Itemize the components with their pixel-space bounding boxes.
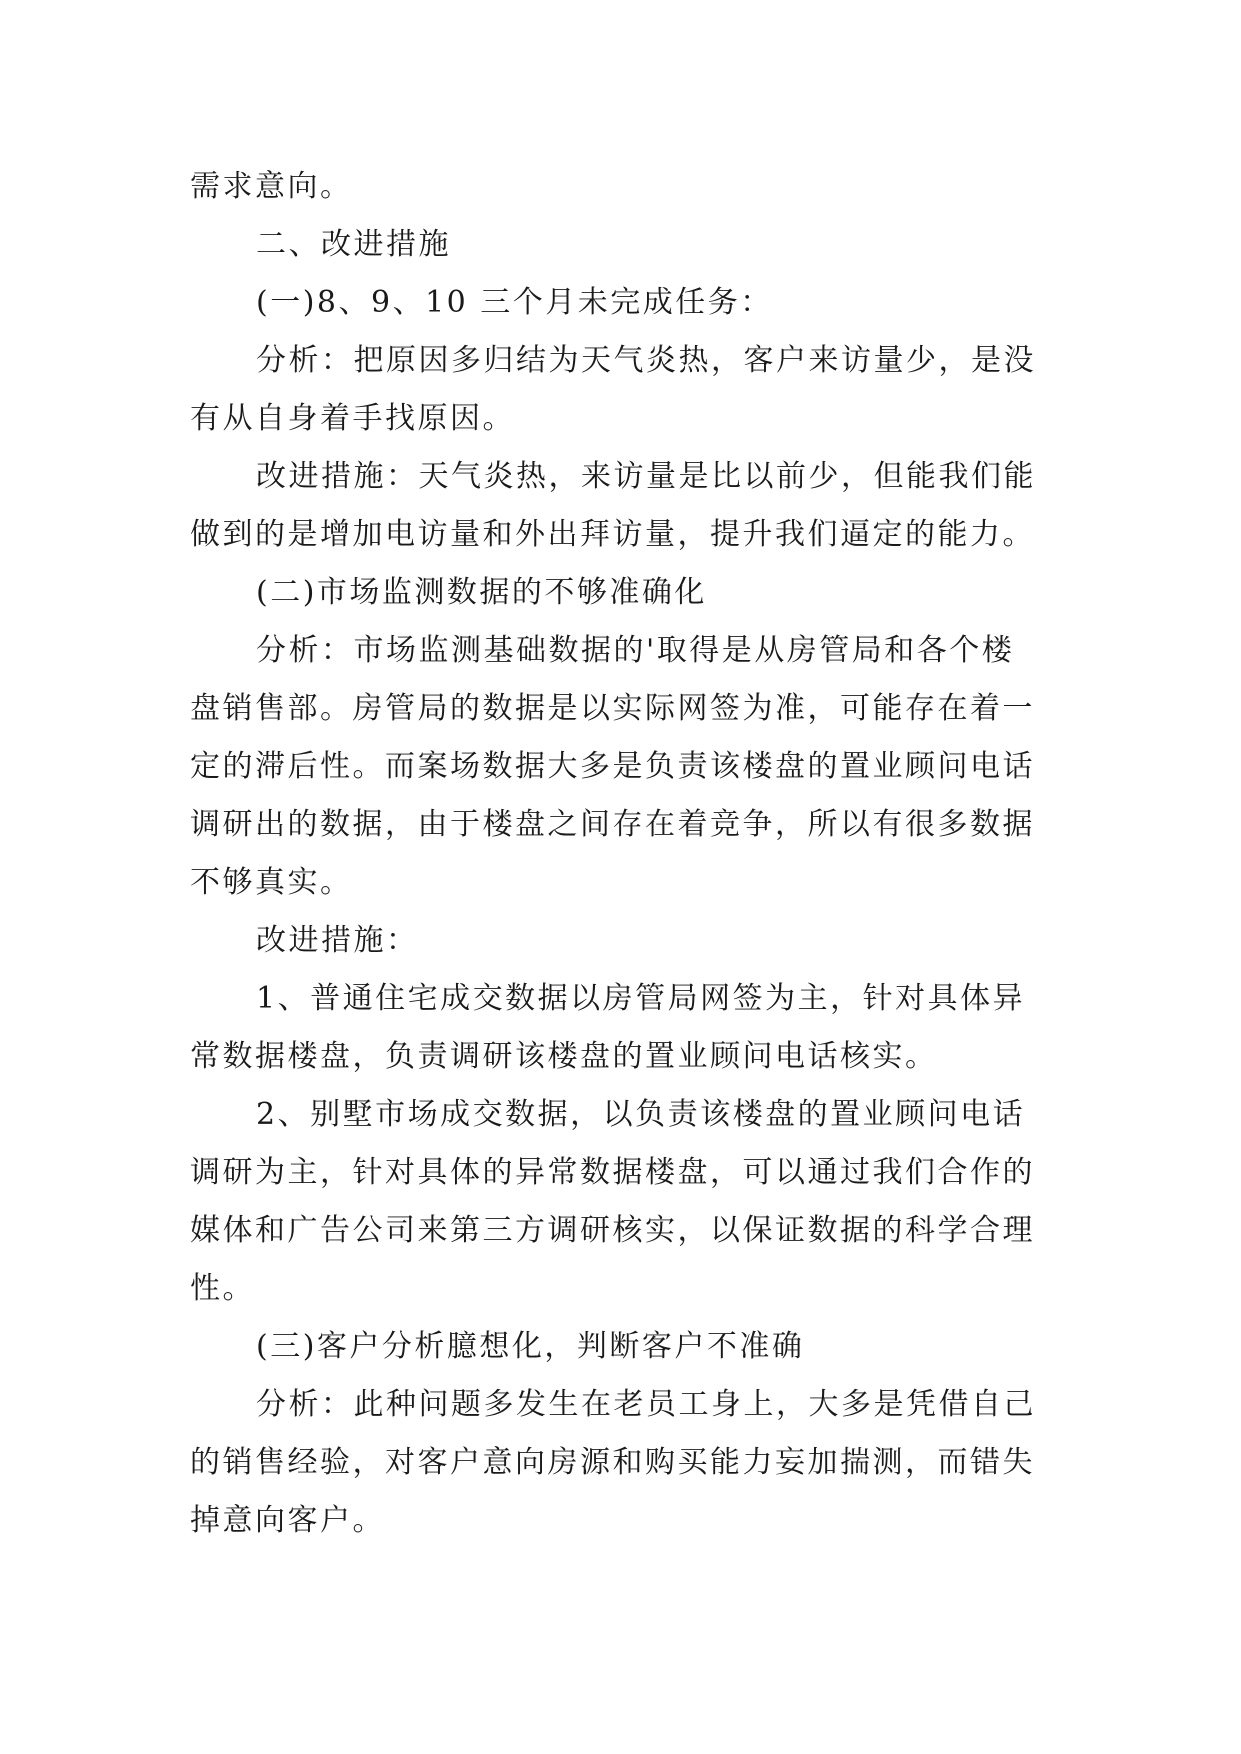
subsection-heading: (二)市场监测数据的不够准确化	[256, 575, 707, 610]
text-line: 盘销售部。房管局的数据是以实际网签为准，可能存在着一	[190, 691, 1035, 726]
text-line: 有从自身着手找原因。	[190, 401, 515, 436]
text-line: 性。	[190, 1271, 255, 1306]
text-line: 定的滞后性。而案场数据大多是负责该楼盘的置业顾问电话	[190, 749, 1035, 784]
list-item: 1、普通住宅成交数据以房管局网签为主，针对具体异	[256, 981, 1026, 1016]
text-line: 改进措施：	[256, 923, 419, 958]
text-line: 常数据楼盘，负责调研该楼盘的置业顾问电话核实。	[190, 1039, 938, 1074]
text-line: 需求意向。	[190, 169, 353, 204]
text-line: 调研为主，针对具体的异常数据楼盘，可以通过我们合作的	[190, 1155, 1035, 1190]
text-line: 媒体和广告公司来第三方调研核实，以保证数据的科学合理	[190, 1213, 1035, 1248]
document-body	[190, 158, 1070, 1550]
text-line: 改进措施：天气炎热，来访量是比以前少，但能我们能	[256, 459, 1036, 494]
text-line: 的销售经验，对客户意向房源和购买能力妄加揣测，而错失	[190, 1445, 1035, 1480]
text-line: 做到的是增加电访量和外出拜访量，提升我们逼定的能力。	[190, 517, 1035, 552]
text-line: 掉意向客户。	[190, 1503, 385, 1538]
text-line: 调研出的数据，由于楼盘之间存在着竞争，所以有很多数据	[190, 807, 1035, 842]
subsection-heading: (一)8、9、10 三个月未完成任务：	[256, 285, 773, 320]
text-line: 分析：市场监测基础数据的'取得是从房管局和各个楼	[256, 633, 1015, 668]
text-line: 分析：把原因多归结为天气炎热，客户来访量少，是没	[256, 343, 1036, 378]
text-line: 分析：此种问题多发生在老员工身上，大多是凭借自己	[256, 1387, 1036, 1422]
list-item: 2、别墅市场成交数据，以负责该楼盘的置业顾问电话	[256, 1097, 1026, 1132]
section-heading: 二、改进措施	[256, 227, 451, 262]
subsection-heading: (三)客户分析臆想化，判断客户不准确	[256, 1329, 805, 1364]
text-line: 不够真实。	[190, 865, 353, 900]
